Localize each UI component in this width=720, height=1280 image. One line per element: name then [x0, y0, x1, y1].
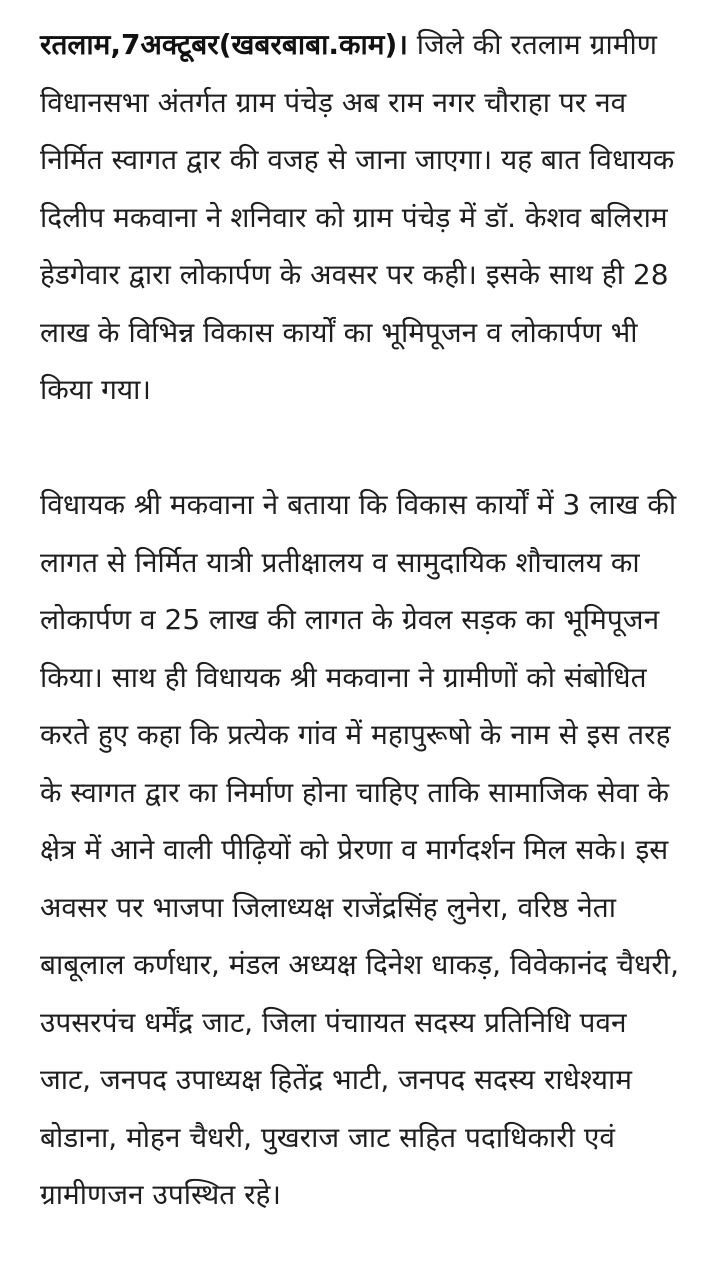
- lead-text: जिले की रतलाम ग्रामीण विधानसभा अंतर्गत ग्राम पंचेड़ अब राम नगर चौराहा पर नव निर्मित स्वागत द्वार की वजह से जाना जाएगा। यह बात विधायक दिलीप मकवाना ने शनिवार को ग्राम पंचेड़ में डॉ. केशव बलिराम हेडगेवार द्वारा लोकार्पण के अवसर पर कही। इसके साथ ही 28 लाख के विभिन्न विकास कार्यों का भूमिपूजन व लोकार्पण भी किया गया।: [40, 28, 675, 406]
- dateline: रतलाम,7अक्टूबर(खबरबाबा.काम)।: [40, 28, 408, 61]
- paragraph-second: विधायक श्री मकवाना ने बताया कि विकास कार्यों में 3 लाख की लागत से निर्मित यात्री प्रतीक्षालय व सामुदायिक शौचालय का लोकार्पण व 25 लाख की लागत के ग्रेवल सड़क का भूमिपूजन किया। साथ ही विधायक श्री मकवाना ने ग्रामीणों को संबोधित करते हुए कहा कि प्रत्येक गांव में महापुरूषो के नाम से इस तरह के स्वागत द्वार का निर्माण होना चाहिए ताकि सामाजिक सेवा के क्षेत्र में आने वाली पीढ़ियों को प्रेरणा व मार्गदर्शन मिल सके। इस अवसर पर भाजपा जिलाध्यक्ष राजेंद्रसिंह लुनेरा, वरिष्ठ नेता बाबूलाल कर्णधार, मंडल अध्यक्ष दिनेश धाकड़, विवेकानंद चैधरी, उपसरपंच धर्मेंद्र जाट, जिला पंचाायत सदस्य प्रतिनिधि पवन जाट, जनपद उपाध्यक्ष हितेंद्र भाटी, जनपद सदस्य राधेश्याम बोडाना, मोहन चैधरी, पुखराज जाट सहित पदाधिकारी एवं ग्रामीणजन उपस्थित रहे।: [40, 488, 679, 1211]
- paragraph-lead: [40, 16, 686, 419]
